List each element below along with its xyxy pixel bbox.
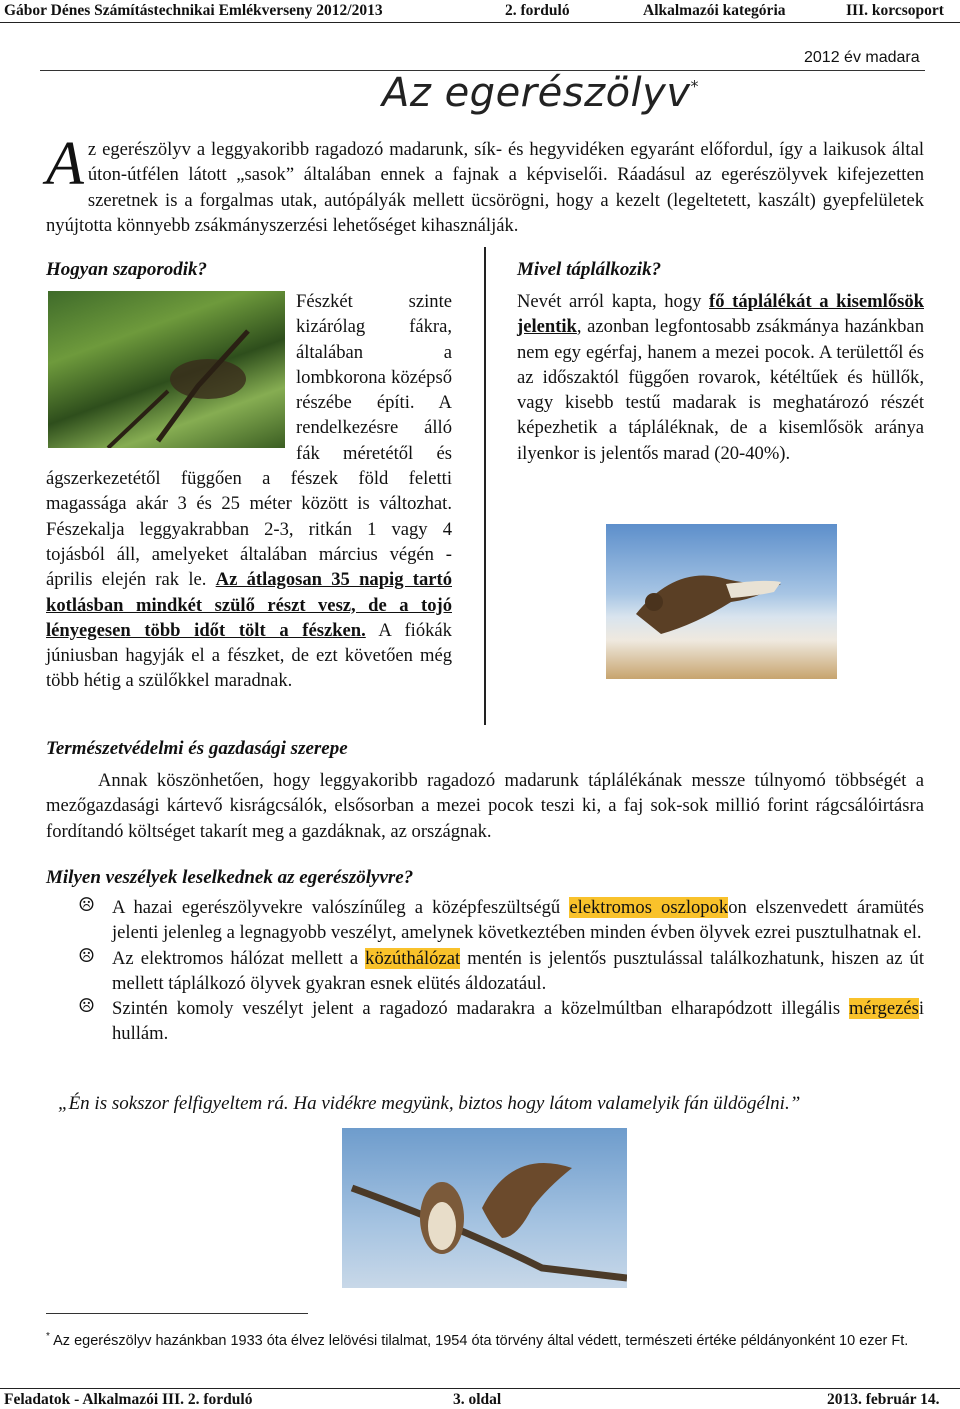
- nest-icon: [48, 291, 285, 448]
- heading-dangers: Milyen veszélyek leselkednek az egerészölyvre?: [46, 867, 414, 888]
- heading-reproduction: Hogyan szaporodik?: [46, 259, 207, 280]
- conservation-text: Annak köszönhetően, hogy leggyakoribb ragadozó madarunk táplálékának messze túlnyomó többségét a mezőgazdasági kártevő kisrágcsálók, elsősorban a mezei pocok teszi ki, a faj sok-sok millió forint rágcsálóirtásra fordítandó költséget takarít meg a gazdáknak, az országnak.: [46, 770, 924, 842]
- page-title: Az egerészölyv*: [382, 70, 700, 116]
- footnote-rule: [46, 1313, 308, 1314]
- buzzard-pair-icon: [342, 1128, 627, 1288]
- quote: „Én is sokszor felfigyeltem rá. Ha vidékre megyünk, biztos hogy látom valamelyik fán üldögélni.”: [58, 1093, 801, 1114]
- reproduction-text: Fészkét szinte kizárólag fákra, általában a lombkorona középső részébe építi. A rendelkezésre álló fák méretétől és ágszerkezetétől függően a fészek föld feletti magassága akár 3 és 25 méter között is változhat. Fészekalja leggyakrabban 2-3, ritkán 1 vagy 4 tojásból áll, amelyeket általában március végén - április elején rak le. Az átlagosan 35 napig tartó kotlásban mindkét szülő részt vesz, de a tojó lényegesen több időt tölt a fészken. A fiókák júniusban hagyják el a fészket, de ezt követően még több hétig a szülőkkel maradnak.: [46, 291, 452, 692]
- header-group: III. korcsoport: [846, 2, 944, 19]
- year-badge: 2012 év madara: [804, 49, 920, 66]
- footer-page: 3. oldal: [453, 1391, 502, 1408]
- header-competition: Gábor Dénes Számítástechnikai Emlékverseny 2012/2013: [4, 2, 383, 19]
- intro-paragraph: Az egerészölyv a leggyakoribb ragadozó madarunk, sík- és hegyvidéken egyaránt előfordul, így a laikusok által úton-útfélen látott „sasok” általában ennek a fajnak a képviselői. Ráadásul az egerészölyvek kifejezetten szeretnek is a forgalmas utak, autópályák mellett ücsörögni, hogy a kezelt (legeltetett, kaszált) gyepfelületek nyújtotta könnyebb zsákmányszerzési lehetőséget kihasználják.: [46, 130, 924, 236]
- highlight-roads: közúthálózat: [365, 947, 461, 969]
- header-rule: [0, 22, 960, 23]
- header-round: 2. forduló: [505, 2, 570, 19]
- footer-rule: [0, 1388, 960, 1389]
- feeding-text: Nevét arról kapta, hogy fő táplálékát a kisemlősök jelentik, azonban legfontosabb zsákmánya hazánkban nem egy egérfaj, hanem a mezei pocok. A területtől és az időszaktól függően rovarok, kétéltűek és hüllők, vagy kisebb testű madarak is meghatározó részét képezhetik a tápláléknak, de a kisemlősök aránya ilyenkor is jelentős marad (20-40%).: [517, 291, 924, 464]
- list-item: ☹ A hazai egerészölyvekre valószínűleg a középfeszültségű elektromos oszlopokon elszenvedett áramütés jelenti jelenleg a legnagyobb veszélyt, amelynek következtében minden évben ölyvek ezrei pusztulhatnak el.: [78, 895, 924, 944]
- title-footnote-mark: *: [690, 76, 700, 96]
- nest-tree-photo: [48, 291, 285, 448]
- underlined-incubation: Az átlagosan 35 napig tartó kotlásban mindkét szülő részt vesz, de a tojó lényegesen több időt tölt a fészken.: [46, 569, 452, 641]
- footer-left: Feladatok - Alkalmazói III. 2. forduló: [4, 1391, 253, 1408]
- list-item: ☹ Az elektromos hálózat mellett a közúthálózat mentén is jelentős pusztulással találkozhatunk, hiszen az út mellett táplálkozó ölyvek gyakran esnek elütés áldozatául.: [78, 945, 924, 994]
- dangers-list: [78, 895, 924, 1047]
- highlight-poisoning: mérgezés: [848, 998, 919, 1020]
- flying-buzzard-photo: [606, 524, 837, 679]
- underlined-diet: fő táplálékát a kisemlősök jelentik: [517, 291, 924, 338]
- frown-icon: ☹: [78, 895, 96, 916]
- heading-conservation: Természetvédelmi és gazdasági szerepe: [46, 738, 348, 759]
- frown-icon: ☹: [78, 996, 96, 1018]
- header-category: Alkalmazói kategória: [643, 2, 786, 19]
- buzzard-icon: [606, 524, 837, 679]
- footnote: * Az egerészölyv hazánkban 1933 óta élvez lelövési tilalmat, 1954 óta törvény által védett, természeti értéke példányonként 10 ezer Ft.: [46, 1331, 909, 1349]
- dropcap: A: [46, 130, 84, 198]
- footer-date: 2013. február 14.: [827, 1391, 940, 1408]
- buzzard-pair-photo: [342, 1128, 627, 1288]
- heading-feeding: Mivel táplálkozik?: [517, 259, 662, 280]
- frown-icon: ☹: [78, 945, 96, 967]
- highlight-power-poles: elektromos oszlopok: [569, 897, 729, 918]
- column-divider: [484, 247, 486, 725]
- list-item: ☹ Szintén komoly veszélyt jelent a ragadozó madarakra a közelmúltban elharapódzott illegális mérgezési hullám.: [78, 996, 924, 1045]
